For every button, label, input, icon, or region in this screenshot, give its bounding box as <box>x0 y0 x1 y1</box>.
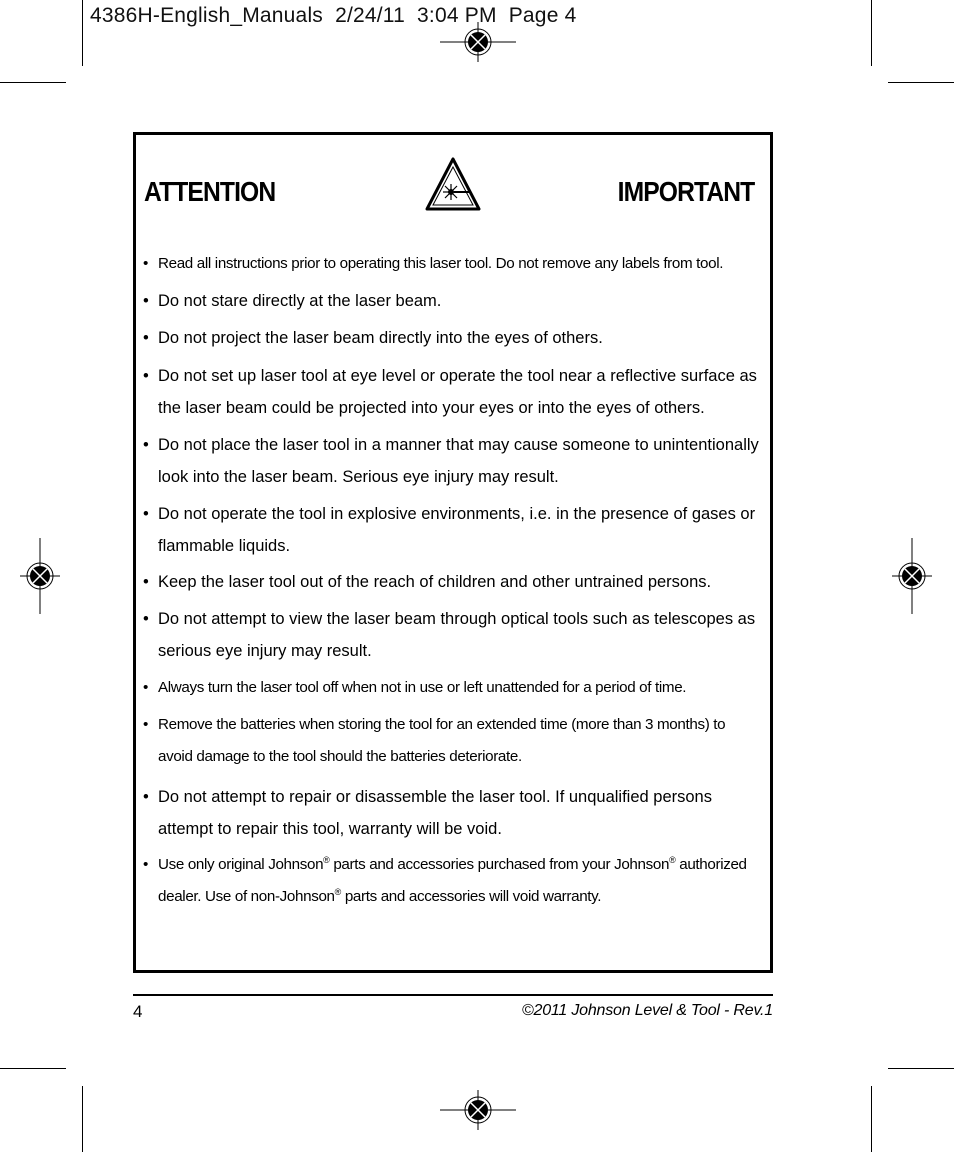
attention-heading: ATTENTION <box>144 176 276 207</box>
crop-mark-top-right-horizontal <box>888 82 954 83</box>
list-item-warranty: • Use only original Johnson® parts and accessories purchased from your Johnson® authorized dealer. Use of non-Johnson® parts and accessories will void warranty. <box>143 849 761 913</box>
list-item: • Do not attempt to view the laser beam through optical tools such as telescopes as serious eye injury may result. <box>143 603 761 672</box>
page-number: 4 <box>133 1002 143 1021</box>
crop-mark-bottom-left-vertical <box>82 1086 83 1152</box>
laser-warning-icon <box>424 156 482 212</box>
list-item: • Do not project the laser beam directly into the eyes of others. <box>143 322 761 360</box>
list-item: • Read all instructions prior to operating this laser tool. Do not remove any labels from tool. <box>143 248 761 285</box>
footer-rule <box>133 994 773 996</box>
list-item: • Do not set up laser tool at eye level or operate the tool near a reflective surface as the laser beam could be projected into your eyes or into the eyes of others. <box>143 360 761 429</box>
print-slug: 4386H-English_Manuals 2/24/11 3:04 PM Page 4 <box>90 4 577 27</box>
crop-mark-bottom-right-vertical <box>871 1086 872 1152</box>
registration-mark-top-icon <box>440 22 516 62</box>
list-item: • Do not place the laser tool in a manner that may cause someone to unintentionally look into the laser beam. Serious eye injury may result. <box>143 429 761 498</box>
crop-mark-top-right-vertical <box>871 0 872 66</box>
list-item: • Do not attempt to repair or disassemble the laser tool. If unqualified persons attempt to repair this tool, warranty will be void. <box>143 781 761 849</box>
registration-mark-left-icon <box>20 538 60 614</box>
crop-mark-top-left-vertical <box>82 0 83 66</box>
list-item: • Remove the batteries when storing the tool for an extended time (more than 3 months) to avoid damage to the tool should the batteries deteriorate. <box>143 709 761 781</box>
safety-instructions-list <box>143 248 761 913</box>
registration-mark-bottom-icon <box>440 1090 516 1130</box>
registration-mark-right-icon <box>892 538 932 614</box>
crop-mark-bottom-left-horizontal <box>0 1068 66 1069</box>
crop-mark-top-left-horizontal <box>0 82 66 83</box>
list-item: • Keep the laser tool out of the reach of children and other untrained persons. <box>143 566 761 603</box>
copyright-notice: ©2011 Johnson Level & Tool - Rev.1 <box>521 1002 773 1019</box>
list-item: • Do not stare directly at the laser beam. <box>143 285 761 322</box>
important-heading: IMPORTANT <box>617 176 754 207</box>
list-item: • Always turn the laser tool off when not in use or left unattended for a period of time. <box>143 672 761 709</box>
crop-mark-bottom-right-horizontal <box>888 1068 954 1069</box>
list-item: • Do not operate the tool in explosive environments, i.e. in the presence of gases or flammable liquids. <box>143 498 761 566</box>
